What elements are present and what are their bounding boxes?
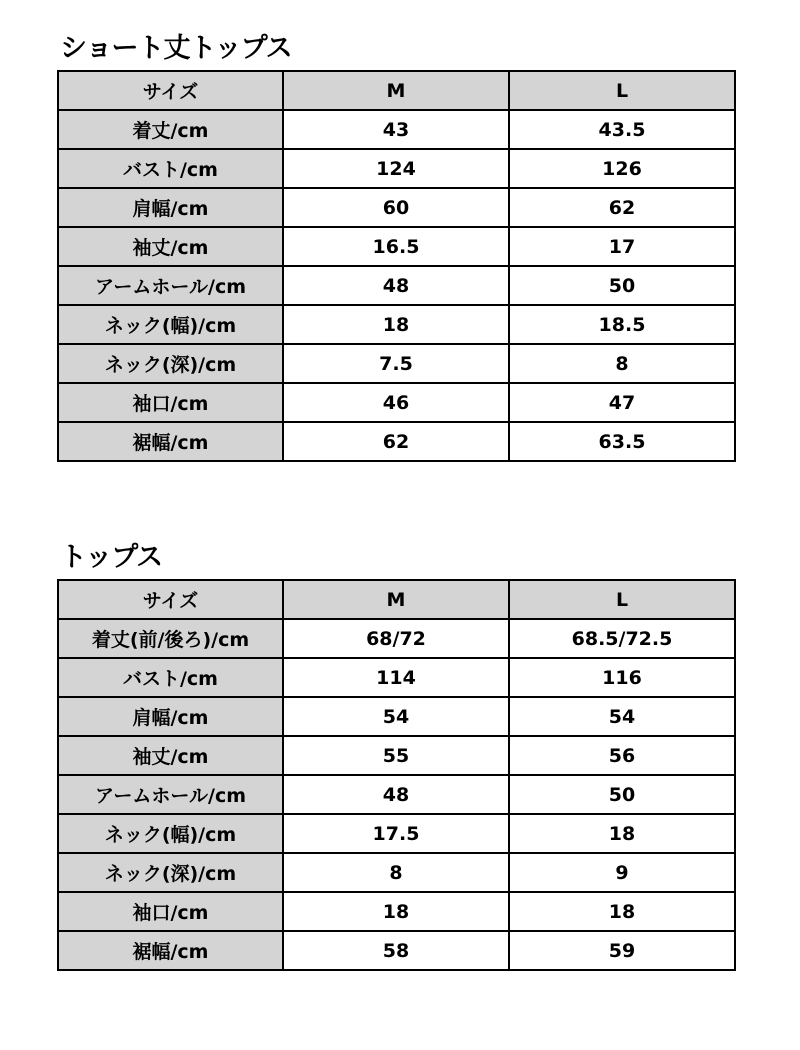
value-l: 17 <box>509 227 735 266</box>
value-m: 48 <box>283 775 509 814</box>
value-l: 54 <box>509 697 735 736</box>
value-m: 55 <box>283 736 509 775</box>
row-label: 袖口/cm <box>58 383 283 422</box>
row-label: ネック(幅)/cm <box>58 305 283 344</box>
table-row <box>58 188 735 227</box>
row-label: 着丈(前/後ろ)/cm <box>58 619 283 658</box>
row-label: 袖口/cm <box>58 892 283 931</box>
row-label: 肩幅/cm <box>58 697 283 736</box>
row-label: 肩幅/cm <box>58 188 283 227</box>
table-row <box>58 931 735 970</box>
table-header-row <box>58 580 735 619</box>
row-label: 袖丈/cm <box>58 227 283 266</box>
value-l: 50 <box>509 775 735 814</box>
row-label: バスト/cm <box>58 149 283 188</box>
header-size-m: M <box>283 71 509 110</box>
value-l: 56 <box>509 736 735 775</box>
value-m: 62 <box>283 422 509 461</box>
row-label: アームホール/cm <box>58 266 283 305</box>
value-l: 62 <box>509 188 735 227</box>
value-l: 9 <box>509 853 735 892</box>
header-size-label: サイズ <box>58 71 283 110</box>
value-l: 18 <box>509 892 735 931</box>
value-m: 48 <box>283 266 509 305</box>
table-row <box>58 658 735 697</box>
row-label: 着丈/cm <box>58 110 283 149</box>
value-l: 50 <box>509 266 735 305</box>
value-m: 17.5 <box>283 814 509 853</box>
table-row <box>58 383 735 422</box>
row-label: 袖丈/cm <box>58 736 283 775</box>
section-title-tops: トップス <box>60 542 163 573</box>
value-m: 124 <box>283 149 509 188</box>
value-m: 114 <box>283 658 509 697</box>
table-row <box>58 853 735 892</box>
header-size-l: L <box>509 580 735 619</box>
header-size-l: L <box>509 71 735 110</box>
table-row <box>58 775 735 814</box>
value-l: 8 <box>509 344 735 383</box>
value-m: 8 <box>283 853 509 892</box>
table-header-row <box>58 71 735 110</box>
value-l: 68.5/72.5 <box>509 619 735 658</box>
value-l: 126 <box>509 149 735 188</box>
value-m: 7.5 <box>283 344 509 383</box>
table-row <box>58 814 735 853</box>
value-m: 46 <box>283 383 509 422</box>
size-table-short-tops <box>57 70 736 462</box>
value-m: 43 <box>283 110 509 149</box>
row-label: 裾幅/cm <box>58 931 283 970</box>
value-l: 59 <box>509 931 735 970</box>
table-row <box>58 110 735 149</box>
value-l: 43.5 <box>509 110 735 149</box>
value-m: 54 <box>283 697 509 736</box>
table-row <box>58 619 735 658</box>
header-size-m: M <box>283 580 509 619</box>
value-m: 68/72 <box>283 619 509 658</box>
row-label: ネック(幅)/cm <box>58 814 283 853</box>
table-row <box>58 266 735 305</box>
section-title-short-tops: ショート丈トップス <box>60 33 292 64</box>
table-row <box>58 422 735 461</box>
row-label: 裾幅/cm <box>58 422 283 461</box>
value-l: 18.5 <box>509 305 735 344</box>
table-row <box>58 697 735 736</box>
value-m: 60 <box>283 188 509 227</box>
table-row <box>58 892 735 931</box>
value-m: 18 <box>283 892 509 931</box>
row-label: ネック(深)/cm <box>58 344 283 383</box>
value-l: 18 <box>509 814 735 853</box>
table-row <box>58 305 735 344</box>
value-m: 18 <box>283 305 509 344</box>
value-l: 47 <box>509 383 735 422</box>
header-size-label: サイズ <box>58 580 283 619</box>
size-table-tops <box>57 579 736 971</box>
table-row <box>58 344 735 383</box>
table-row <box>58 227 735 266</box>
value-m: 16.5 <box>283 227 509 266</box>
value-l: 116 <box>509 658 735 697</box>
table-row <box>58 736 735 775</box>
value-m: 58 <box>283 931 509 970</box>
table-row <box>58 149 735 188</box>
row-label: バスト/cm <box>58 658 283 697</box>
row-label: ネック(深)/cm <box>58 853 283 892</box>
row-label: アームホール/cm <box>58 775 283 814</box>
value-l: 63.5 <box>509 422 735 461</box>
